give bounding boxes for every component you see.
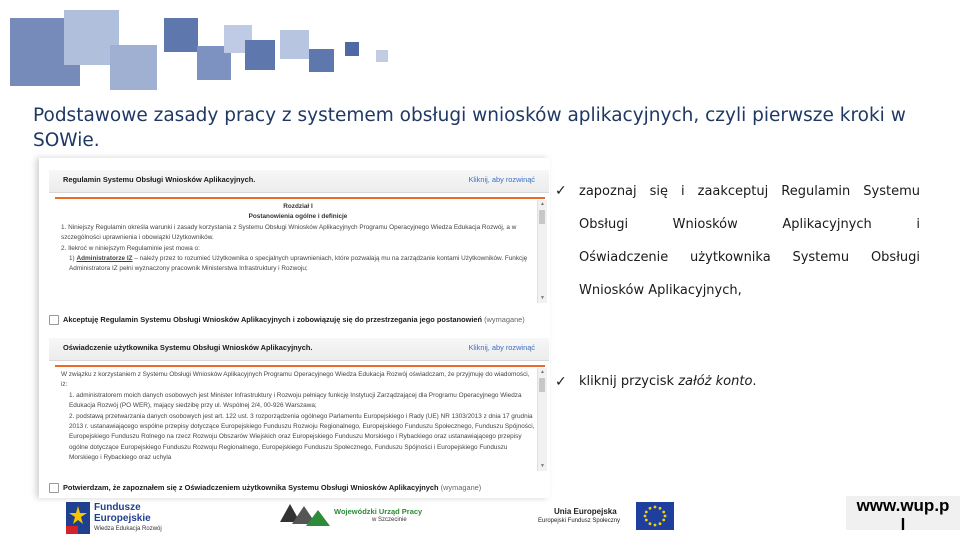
scroll-up-icon[interactable]: ▲ [540, 369, 545, 375]
declaration-panel-title: Oświadczenie użytkownika Systemu Obsługi Wniosków Aplikacyjnych. [63, 343, 313, 352]
scroll-thumb[interactable] [539, 378, 545, 392]
required-note: (wymagane) [440, 483, 482, 492]
fe-text [94, 502, 162, 535]
declaration-item-1: 1. administratorem moich danych osobowych jest Minister Infrastruktury i Rozwoju pełniący funkcję Instytucji Zarządzającej dla Programu Operacyjnego Wiedza Edukacja Rozwój (PO WER), mający siedzibę przy ul. Wspólnej 2/4, 00-926 Warszawa; [69, 391, 522, 410]
checkmark-icon: ✓ [555, 183, 567, 199]
declaration-intro: W związku z korzystaniem z Systemu Obsługi Wniosków Aplikacyjnych Programu Operacyjnego Wiedza Edukacja Rozwój oświadczam, że przyjmuję do wiadomości, iż: [61, 371, 530, 389]
scroll-up-icon[interactable]: ▲ [540, 201, 545, 207]
definition-text: – należy przez to rozumieć Użytkownika o specjalnych uprawnieniach, które pozwalają mu na zarządzanie kontami Użytkowników. Funkcję Administratora IZ pełni wyznaczony pracownik Ministerstwa Infrastruktury i Rozwoju; [69, 255, 528, 273]
wup-line-1: Wojewódzki Urząd Pracy [334, 507, 423, 516]
instruction-1-line-2: Obsługi Wniosków Aplikacyjnych i [579, 217, 920, 232]
url-line-1: www.wup.p [856, 496, 950, 515]
regulation-panel-header[interactable] [49, 170, 549, 193]
scroll-down-icon[interactable]: ▼ [540, 463, 545, 469]
declaration-scrollbar[interactable] [537, 368, 547, 471]
embedded-screenshot [39, 158, 550, 498]
instruction-2-italic: załóż konto [678, 374, 753, 389]
regulation-definition [61, 254, 535, 275]
declaration-panel-header[interactable] [49, 338, 549, 361]
instruction-1-line-4: Wniosków Aplikacyjnych, [579, 283, 742, 298]
instruction-2-suffix: . [752, 374, 757, 389]
website-url [846, 496, 960, 534]
instruction-list [555, 175, 920, 391]
accept-regulation-checkbox[interactable] [49, 315, 59, 325]
regulation-panel [49, 170, 549, 305]
scroll-thumb[interactable] [539, 210, 545, 224]
chapter-heading: Rozdział I [283, 203, 313, 210]
logo-wup [280, 502, 430, 532]
chapter-subtitle: Postanowienia ogólne i definicje [248, 213, 348, 221]
confirm-declaration-checkbox[interactable] [49, 483, 59, 493]
regulation-paragraph-2: 2. Ilekroć w niniejszym Regulaminie jest mowa o: [61, 244, 200, 252]
definition-prefix: 1) [69, 255, 77, 263]
declaration-text [61, 370, 535, 464]
scroll-down-icon[interactable]: ▼ [540, 295, 545, 301]
regulation-panel-title: Regulamin Systemu Obsługi Wniosków Aplikacyjnych. [63, 175, 256, 184]
accept-regulation-label: Akceptuję Regulamin Systemu Obsługi Wniosków Aplikacyjnych i zobowiązuję się do przestrzegania jego postanowień [63, 315, 483, 324]
orange-divider [55, 365, 545, 367]
logo-fundusze-europejskie [66, 502, 171, 536]
regulation-text [61, 202, 535, 275]
url-line-2: l [900, 515, 906, 534]
instruction-2-prefix: kliknij przycisk [579, 374, 679, 389]
footer-logos [0, 500, 960, 540]
regulation-paragraph-1: 1. Niniejszy Regulamin określa warunki i zasady korzystania z Systemu Obsługi Wniosków Aplikacyjnych Programu Operacyjnego Wiedza Edukacja Rozwój, a w szczególności uprawnienia i obowiązki Użytkowników. [61, 223, 517, 242]
instruction-1-line-1: zapoznaj się i zaakceptuj Regulamin Systemu [579, 184, 920, 199]
ue-line-1: Unia Europejska [554, 507, 617, 516]
ue-line-2: Europejski Fundusz Społeczny [538, 518, 621, 524]
wup-line-2: w Szczecinie [372, 517, 407, 523]
regulation-expand-link[interactable]: Kliknij, aby rozwinąć [468, 175, 535, 184]
declaration-expand-link[interactable]: Kliknij, aby rozwinąć [468, 343, 535, 352]
definition-term: Administratorze IZ [76, 255, 133, 263]
confirm-declaration-row[interactable] [49, 483, 481, 493]
regulation-scrollbar[interactable] [537, 200, 547, 303]
fe-line-3: Wiedza Edukacja Rozwój [94, 526, 162, 532]
eu-flag-icon [636, 502, 674, 530]
confirm-declaration-label: Potwierdzam, że zapoznałem się z Oświadczeniem użytkownika Systemu Obsługi Wniosków Aplikacyjnych [63, 483, 439, 492]
fe-star-icon [66, 502, 90, 534]
slide-title: Podstawowe zasady pracy z systemem obsługi wniosków aplikacyjnych, czyli pierwsze kroki w SOWie. [33, 105, 906, 151]
checkmark-icon: ✓ [555, 374, 567, 390]
fe-line-1: Fundusze [94, 502, 141, 513]
logo-unia-europejska [538, 502, 678, 532]
instruction-item-2 [555, 373, 920, 391]
declaration-item-2: 2. podstawą przetwarzania danych osobowych jest art. 122 ust. 3 rozporządzenia ogólnego Parlamentu Europejskiego i Rady (UE) NR 1303/2013 z dnia 17 grudnia 2013 r. ustanawiającego wspólne przepisy dotyczące Europejskiego Funduszu Rozwoju Regionalnego, Europejskiego Funduszu Społecznego, Funduszu Spójności, Europejskiego Funduszu Rolnego na rzecz Rozwoju Obszarów Wiejskich oraz Europejskiego Funduszu Morskiego i Rybackiego oraz ustanawiającego przepisy ogólne dotyczące Europejskiego Funduszu Rozwoju Regionalnego, Europejskiego Funduszu Społecznego, Funduszu Spójności i Europejskiego Funduszu Morskiego i Rybackiego oraz uchyla [69, 412, 535, 462]
orange-divider [55, 197, 545, 199]
instruction-item-1 [555, 175, 920, 307]
accept-regulation-row[interactable] [49, 315, 525, 325]
required-note: (wymagane) [484, 315, 525, 324]
instruction-1-line-3: Oświadczenie użytkownika Systemu Obsługi [579, 250, 920, 265]
wup-emblem-icon [280, 502, 330, 528]
fe-line-2: Europejskie [94, 513, 151, 524]
declaration-panel [49, 338, 549, 473]
